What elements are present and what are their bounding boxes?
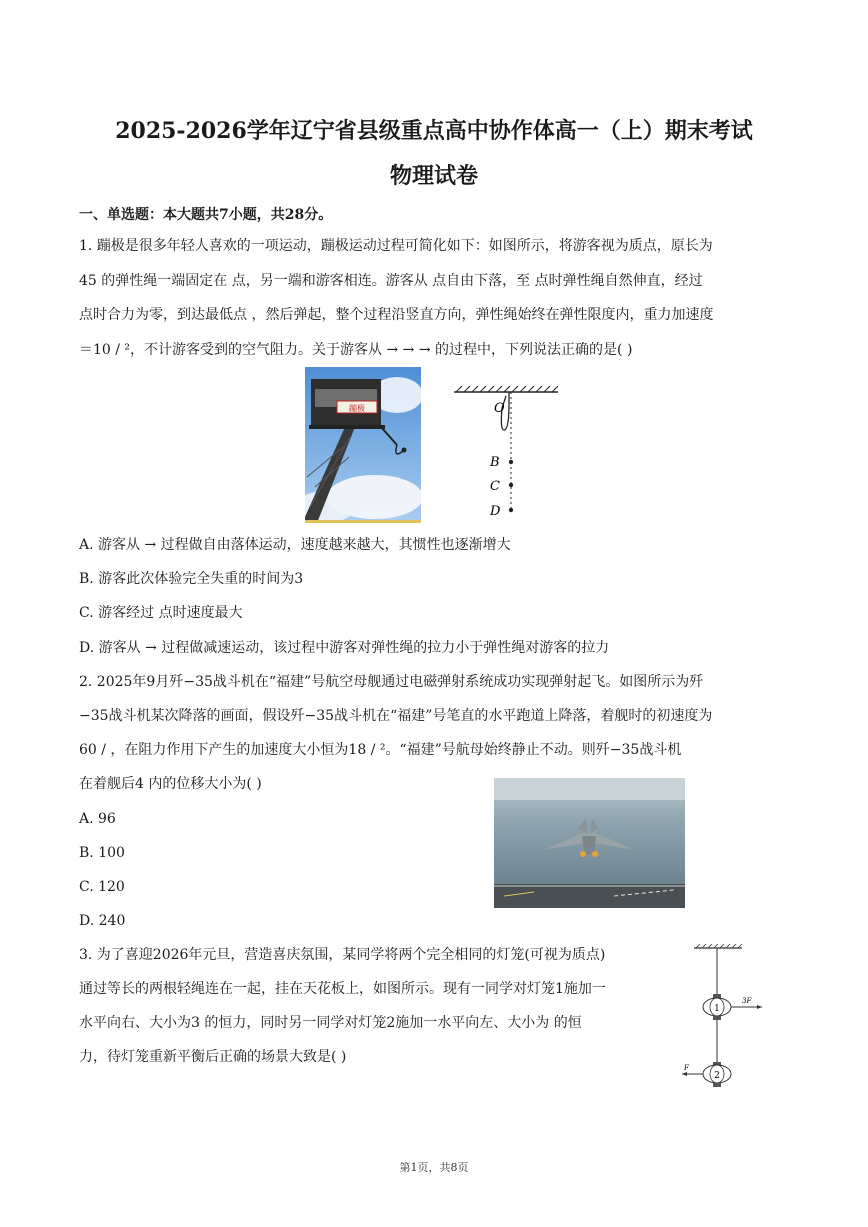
q1-line: 1. 蹦极是很多年轻人喜欢的一项运动，蹦极运动过程可简化如下：如图所示，将游客视为质点，原长为 — [79, 238, 713, 254]
lantern1-label: 1 — [714, 1004, 720, 1014]
label-D: D — [490, 504, 501, 519]
q3-line: 3. 为了喜迎2026年元旦，营造喜庆氛围，某同学将两个完全相同的灯笼(可视为质点) — [79, 947, 606, 963]
q2-line: 2. 2025年9月歼−35战斗机在“福建”号航空母舰通过电磁弹射系统成功实现弹射起飞。如图所示为歼 — [79, 674, 704, 690]
q1-option-c: C. 游客经过 点时速度最大 — [79, 605, 243, 621]
lanterns-diagram — [676, 940, 766, 1090]
q2-line: 在着舰后4 内的位移大小为( ) — [79, 776, 262, 792]
q1-line: ＝10 / ²，不计游客受到的空气阻力。关于游客从 → → → 的过程中，下列说法正确的是( ) — [79, 342, 633, 358]
section-header: 一、单选题：本大题共7小题，共28分。 — [79, 207, 333, 223]
q1-line: 45 的弹性绳一端固定在 点，另一端和游客相连。游客从 点自由下落，至 点时弹性绳自然伸直，经过 — [79, 273, 703, 289]
q1-option-d: D. 游客从 → 过程做减速运动，该过程中游客对弹性绳的拉力小于弹性绳对游客的拉力 — [79, 640, 610, 656]
force-3f-label: 3F — [742, 997, 752, 1005]
exam-subtitle: 物理试卷 — [389, 163, 478, 189]
q2-option-a: A. 96 — [79, 811, 116, 827]
q1-option-b: B. 游客此次体验完全失重的时间为3 — [79, 571, 304, 587]
exam-title: 2025-2026学年辽宁省县级重点高中协作体高一（上）期末考试 — [115, 118, 753, 144]
q3-line: 通过等长的两根轻绳连在一起，挂在天花板上，如图所示。现有一同学对灯笼1施加一 — [79, 981, 606, 997]
q2-option-d: D. 240 — [79, 913, 126, 929]
fighter-jet-photo — [494, 778, 685, 908]
q2-line: −35战斗机某次降落的画面，假设歼−35战斗机在“福建”号笔直的水平跑道上降落，着舰时的初速度为 — [79, 708, 713, 724]
bungee-diagram — [446, 384, 566, 524]
q3-line: 水平向右、大小为3 的恒力，同时另一同学对灯笼2施加一水平向左、大小为 的恒 — [79, 1015, 582, 1031]
label-B: B — [490, 455, 500, 470]
page-number: 第1页，共8页 — [399, 1161, 469, 1174]
tower-sign-text: 蹦极 — [349, 404, 365, 413]
bungee-tower-photo — [305, 367, 421, 523]
label-C: C — [490, 479, 500, 494]
q2-line: 60 / ，在阻力作用下产生的加速度大小恒为18 / ²。“福建”号航母始终静止不动。则歼−35战斗机 — [79, 742, 682, 758]
q1-line: 点时合力为零，到达最低点 ，然后弹起，整个过程沿竖直方向，弹性绳始终在弹性限度内，重力加速度 — [79, 307, 714, 323]
q1-option-a: A. 游客从 → 过程做自由落体运动，速度越来越大，其惯性也逐渐增大 — [79, 537, 511, 553]
force-f-label: F — [684, 1064, 689, 1072]
lantern2-label: 2 — [714, 1071, 720, 1081]
q2-option-b: B. 100 — [79, 845, 125, 861]
q2-option-c: C. 120 — [79, 879, 125, 895]
label-O: O — [494, 401, 505, 416]
q3-line: 力，待灯笼重新平衡后正确的场景大致是( ) — [79, 1049, 347, 1065]
